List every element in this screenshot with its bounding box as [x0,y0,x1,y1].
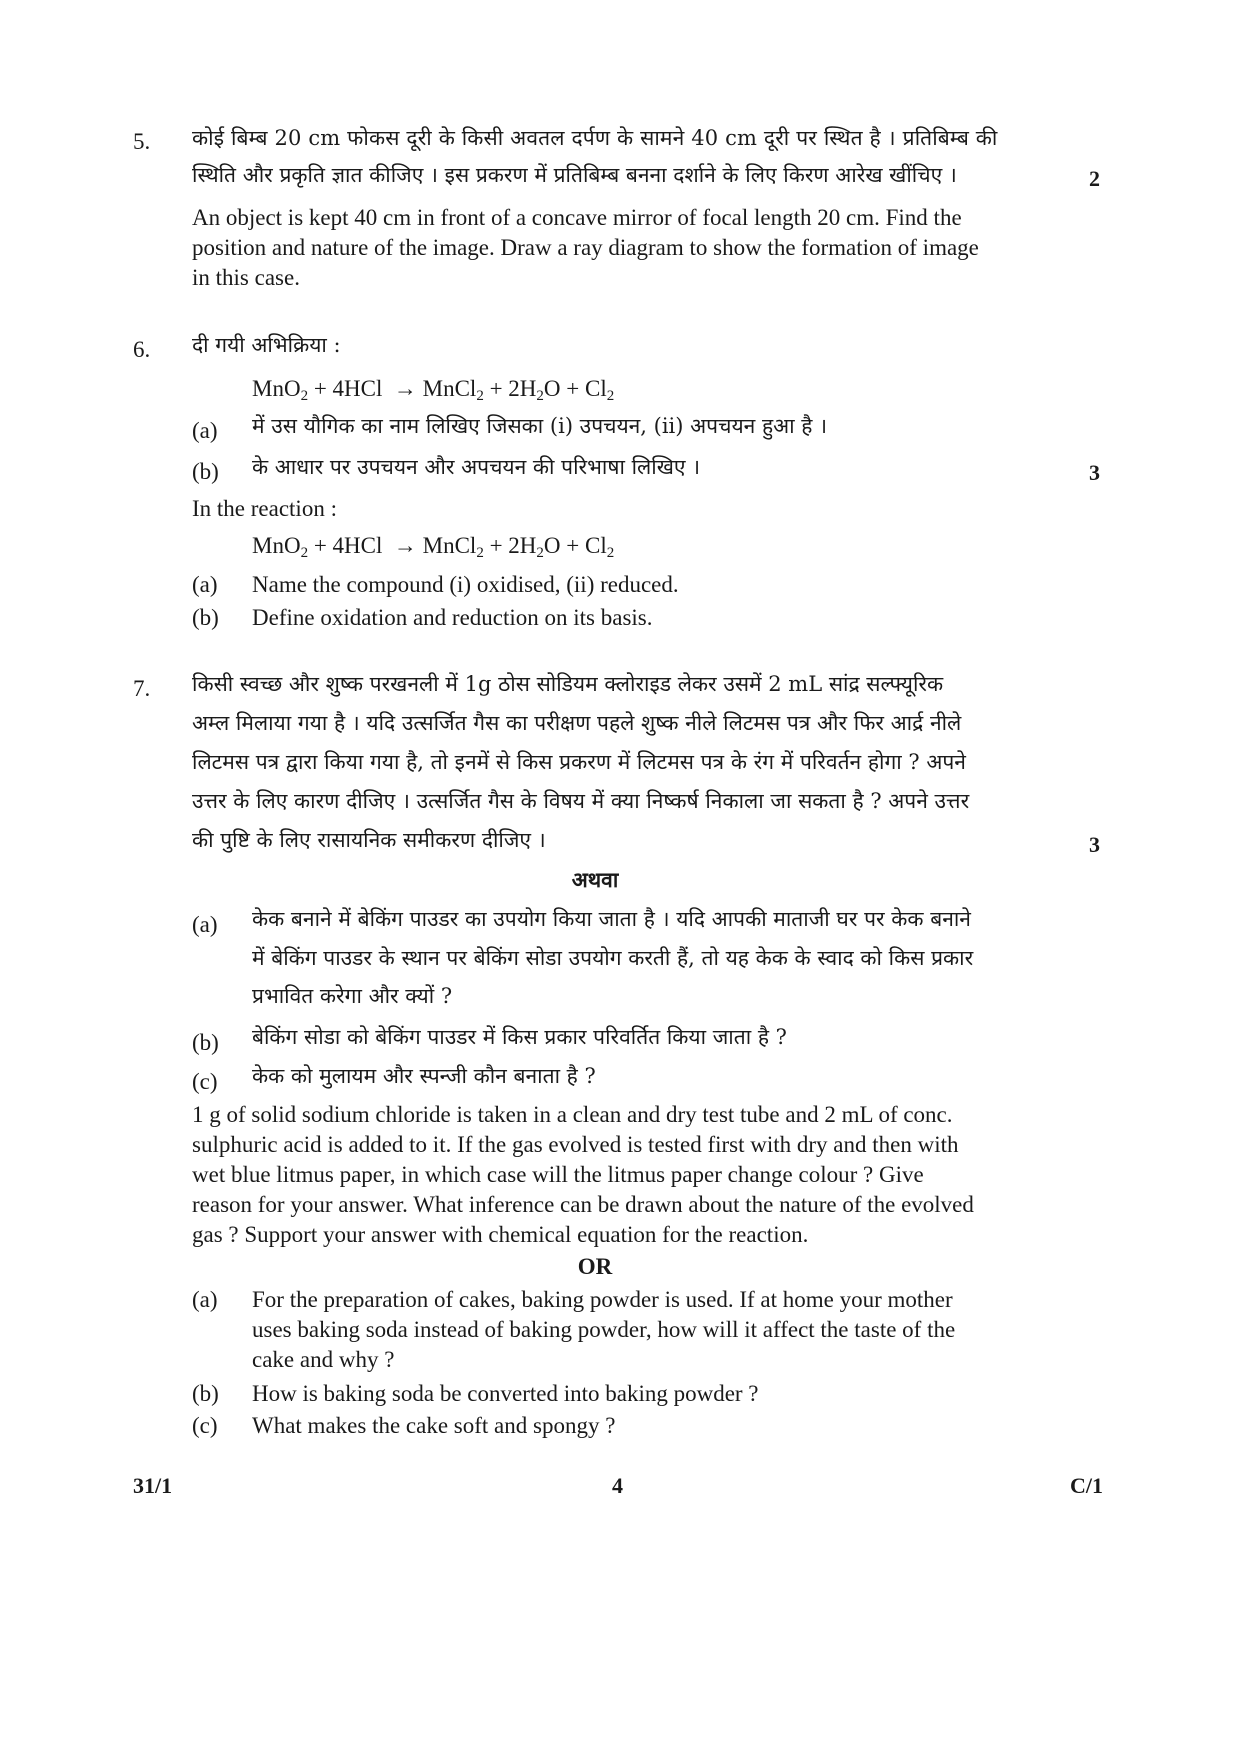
q5-english-line-3: in this case. [192,265,300,290]
q5-hindi-line-1: कोई बिम्ब 20 cm फोकस दूरी के किसी अवतल दर्पण के सामने 40 cm दूरी पर स्थित है । प्रतिबिम्ब की [192,126,998,150]
q5-english-line-2: position and nature of the image. Draw a ray diagram to show the formation of image [192,235,979,260]
question-number: 6. [133,337,151,362]
part-label: (b) [192,1381,219,1406]
part-label: (a) [192,912,218,937]
part-label: (c) [192,1069,218,1094]
q7-english-line-1: 1 g of solid sodium chloride is taken in a clean and dry test tube and 2 mL of conc. [192,1102,953,1127]
q7-english-line-3: wet blue litmus paper, in which case will the litmus paper change colour ? Give [192,1162,924,1187]
question-number: 5. [133,129,151,154]
q7-hindi-line-3: लिटमस पत्र द्वारा किया गया है, तो इनमें से किस प्रकरण में लिटमस पत्र के रंग में परिवर्तन होगा ? अपने [192,750,966,774]
question-number: 7. [133,676,151,701]
q6-b-english: Define oxidation and reduction on its basis. [252,605,653,630]
q7-or-a-english-line-3: cake and why ? [252,1347,395,1372]
q6-b-hindi: के आधार पर उपचयन और अपचयन की परिभाषा लिखिए । [252,455,701,479]
part-label: (b) [192,605,219,630]
q7-english-line-5: gas ? Support your answer with chemical equation for the reaction. [192,1222,809,1247]
q7-or-c-hindi: केक को मुलायम और स्पन्जी कौन बनाता है ? [252,1064,596,1088]
q7-or-c-english: What makes the cake soft and spongy ? [252,1413,616,1438]
q7-or-a-english-line-2: uses baking soda instead of baking powder, how will it affect the taste of the [252,1317,956,1342]
q5-english-line-1: An object is kept 40 cm in front of a concave mirror of focal length 20 cm. Find the [192,205,962,230]
q7-or-a-hindi-line-1: केक बनाने में बेकिंग पाउडर का उपयोग किया जाता है । यदि आपकी माताजी घर पर केक बनाने [252,907,971,931]
q6-hindi-intro: दी गयी अभिक्रिया : [192,333,341,357]
paper-code: 31/1 [133,1473,173,1498]
part-label: (a) [192,1287,218,1312]
q6-a-hindi: में उस यौगिक का नाम लिखिए जिसका (i) उपचयन, (ii) अपचयन हुआ है । [252,414,828,438]
q7-english-line-4: reason for your answer. What inference can be drawn about the nature of the evolved [192,1192,974,1217]
marks: 2 [1089,166,1100,191]
page-number: 4 [612,1473,623,1498]
part-label: (a) [192,572,218,597]
q7-hindi-line-5: की पुष्टि के लिए रासायनिक समीकरण दीजिए । [192,828,546,852]
q7-or-b-english: How is baking soda be converted into baking powder ? [252,1381,759,1406]
q7-or-b-hindi: बेकिंग सोडा को बेकिंग पाउडर में किस प्रकार परिवर्तित किया जाता है ? [252,1025,787,1049]
part-label: (c) [192,1413,218,1438]
marks: 3 [1089,832,1100,857]
q7-or-a-hindi-line-2: में बेकिंग पाउडर के स्थान पर बेकिंग सोडा उपयोग करती हैं, तो यह केक के स्वाद को किस प्रकार [252,946,974,970]
q7-english-line-2: sulphuric acid is added to it. If the gas evolved is tested first with dry and then with [192,1132,959,1157]
set-code: C/1 [1070,1473,1103,1498]
marks: 3 [1089,460,1100,485]
q7-hindi-line-2: अम्ल मिलाया गया है । यदि उत्सर्जित गैस का परीक्षण पहले शुष्क नीले लिटमस पत्र और फिर आर्द्र नीले [192,711,962,735]
or-hindi: अथवा [571,867,619,892]
chemical-equation: MnO$_2$ + 4HCl → MnCl$_2$ + $2H_2O + Cl_2$ [252,376,615,404]
q7-hindi-line-1: किसी स्वच्छ और शुष्क परखनली में 1g ठोस सोडियम क्लोराइड लेकर उसमें 2 mL सांद्र सल्फ्यूरिक [192,672,944,696]
part-label: (b) [192,1030,219,1055]
chemical-equation: MnO$_2$ + 4HCl → MnCl$_2$ + $2H_2O + Cl_2$ [252,533,615,561]
part-label: (b) [192,459,219,484]
part-label: (a) [192,418,218,443]
q5-hindi-line-2: स्थिति और प्रकृति ज्ञात कीजिए । इस प्रकरण में प्रतिबिम्ब बनना दर्शाने के लिए किरण आरेख खींचिए । [192,163,957,187]
q6-a-english: Name the compound (i) oxidised, (ii) reduced. [252,572,679,597]
q7-or-a-hindi-line-3: प्रभावित करेगा और क्यों ? [252,984,453,1008]
or-english: OR [577,1254,613,1279]
q6-english-intro: In the reaction : [192,496,337,521]
q7-hindi-line-4: उत्तर के लिए कारण दीजिए । उत्सर्जित गैस के विषय में क्या निष्कर्ष निकाला जा सकता है ? अपने उत्तर [192,789,970,813]
q7-or-a-english-line-1: For the preparation of cakes, baking powder is used. If at home your mother [252,1287,953,1312]
